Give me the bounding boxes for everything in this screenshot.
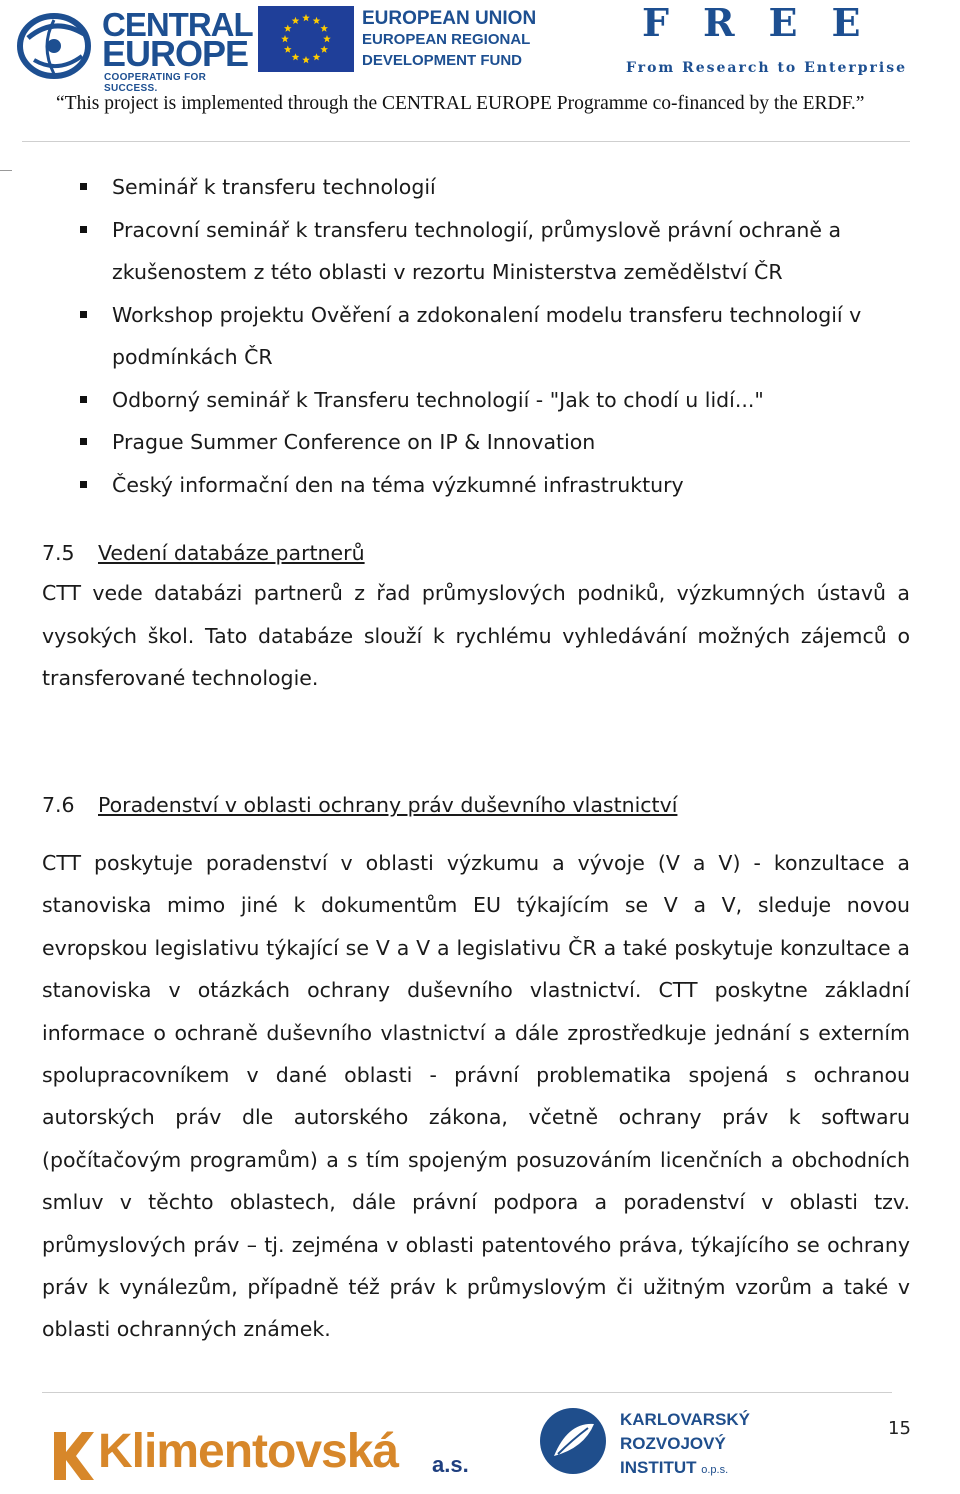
event-list	[76, 166, 876, 506]
footer-divider	[42, 1392, 892, 1393]
list-item: Odborný seminář k Transferu technologií - "Jak to chodí u lidí..."	[76, 379, 876, 422]
kri-ops: o.p.s.	[701, 1464, 729, 1476]
section-title: Poradenství v oblasti ochrany práv duševního vlastnictví	[98, 793, 678, 817]
klimentovska-logo	[48, 1424, 488, 1490]
section-paragraph-7-6: CTT poskytuje poradenství v oblasti výzkumu a vývoje (V a V) - konzultace a stanoviska mimo jiné k dokumentům EU týkajícím se V a V, sleduje novou evropskou legislativu týkající se V a V a legislativu ČR a také poskytuje konzultace a stanoviska v otázkách ochrany duševního vlastnictví. CTT poskytne základní informace o ochraně duševního vlastnictví a dále zprostředkuje jednání s externím spolupracovníkem v dané oblasti - právní problematika spojená s ochranou autorských práv dle autorského zákona, včetně ochrany práv k softwaru (počítačovým programům) a s tím spojeným posuzováním licenčních a obchodních smluv v těchto oblastech, dále právní podpora a poradenství v oblasti tzv. průmyslových práv – tj. zejména v oblasti patentového práva, týkajícího se ochrany práv k vynálezům, případně též práv k průmyslovým či užitným vzorům a také v oblasti ochranných známek.	[42, 851, 910, 1342]
leaf-emblem-icon	[538, 1406, 608, 1476]
list-item: Workshop projektu Ověření a zdokonalení modelu transferu technologií v podmínkách ČR	[76, 294, 876, 379]
klimentovska-name: Klimentovská	[98, 1425, 399, 1478]
header-divider	[22, 141, 910, 142]
eu-line-2: EUROPEAN REGIONAL	[362, 31, 531, 48]
eu-line-3: DEVELOPMENT FUND	[362, 52, 523, 69]
eu-flag-icon	[258, 6, 354, 72]
free-subtitle: From Research to Enterprise	[626, 60, 908, 76]
eu-fund-label	[362, 8, 536, 71]
central-europe-logo	[14, 6, 253, 94]
kri-line-3-text: INSTITUT	[620, 1458, 697, 1477]
logo-slogan: COOPERATING FOR SUCCESS.	[104, 72, 207, 94]
kri-line-1: KARLOVARSKÝ	[620, 1410, 751, 1429]
eu-line-1: EUROPEAN UNION	[362, 8, 537, 29]
kri-logo	[538, 1402, 798, 1486]
kri-line-2: ROZVOJOVÝ	[620, 1434, 726, 1453]
page-number: 15	[888, 1418, 911, 1439]
page-header	[0, 0, 960, 140]
logo-word-central: CENTRAL	[102, 6, 253, 43]
free-title: FREE	[642, 0, 895, 45]
globe-icon	[14, 8, 100, 80]
free-logo	[622, 0, 952, 86]
kri-name	[620, 1408, 750, 1482]
klimentovska-suffix: a.s.	[432, 1452, 469, 1477]
section-number: 7.6	[42, 793, 75, 817]
list-item: Seminář k transferu technologií	[76, 166, 876, 209]
logo-word-europe: EUROPE	[102, 33, 249, 74]
project-statement: “This project is implemented through the CENTRAL EUROPE Programme co-financed by the ERDF.”	[56, 93, 865, 114]
section-title: Vedení databáze partnerů	[98, 541, 365, 565]
section-heading-7-5	[42, 538, 365, 568]
section-paragraph-7-5: CTT vede databázi partnerů z řad průmyslových podniků, výzkumných ústavů a vysokých škol. Tato databáze slouží k rychlému vyhledávání možných zájemců o transferované technologie.	[42, 581, 910, 690]
section-heading-7-6	[42, 790, 677, 820]
k-mark-icon	[48, 1428, 96, 1484]
list-item: Pracovní seminář k transferu technologií, průmyslově právní ochraně a zkušenostem z této oblasti v rezortu Ministerstva zemědělství ČR	[76, 209, 876, 294]
kri-line-3	[620, 1456, 750, 1482]
section-number: 7.5	[42, 541, 75, 565]
list-item: Prague Summer Conference on IP & Innovation	[76, 421, 876, 464]
list-item: Český informační den na téma výzkumné infrastruktury	[76, 464, 876, 507]
margin-mark	[0, 170, 12, 171]
